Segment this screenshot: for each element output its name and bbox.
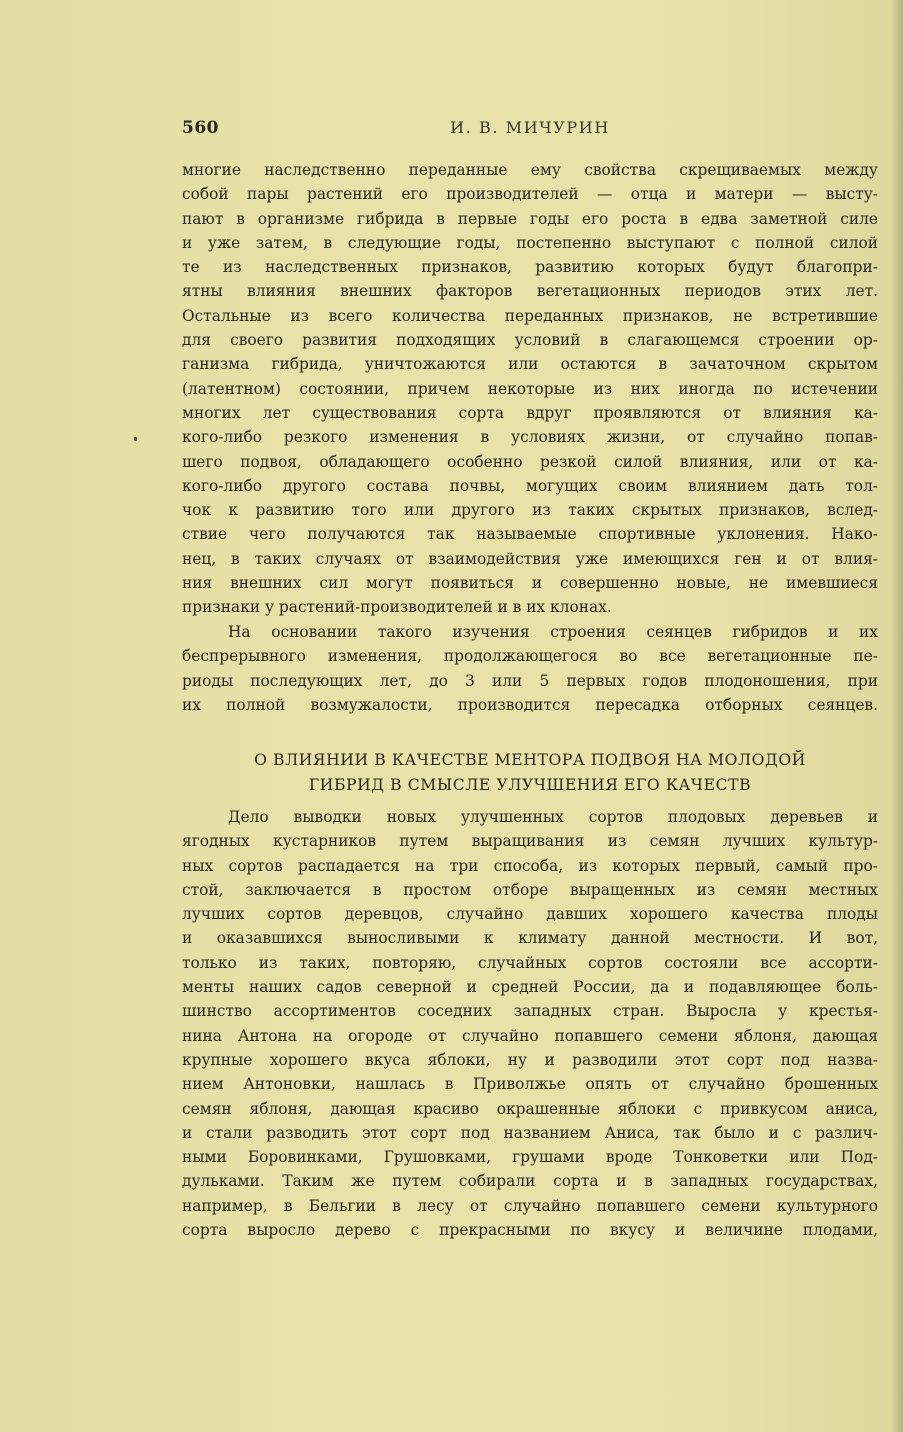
- text-line: шинство ассортиментов соседних западных стран. Выросла у крестья-: [182, 1002, 878, 1021]
- text-line: и стали разводить этот сорт под названием Аниса, так было и с различ-: [182, 1123, 878, 1142]
- text-line: те из наследственных признаков, развитию которых будут благопри-: [182, 258, 878, 277]
- text-line: кого-либо резкого изменения в условиях жизни, от случайно попав-: [182, 428, 878, 447]
- text-line: нец, в таких случаях от взаимодействия уже имеющихся ген и от влия-: [182, 549, 878, 568]
- page-edge-shadow: [891, 0, 903, 1432]
- section-heading-line: О ВЛИЯНИИ В КАЧЕСТВЕ МЕНТОРА ПОДВОЯ НА МОЛОДОЙ: [254, 751, 806, 769]
- text-line: ганизма гибрида, уничтожаются или остаются в зачаточном скрытом: [182, 355, 878, 374]
- section-heading-line: ГИБРИД В СМЫСЛЕ УЛУЧШЕНИЯ ЕГО КАЧЕСТВ: [308, 776, 752, 794]
- text-line: их полной возмужалости, производится пересадка отборных сеянцев.: [182, 695, 878, 714]
- text-line: для своего развития подходящих условий в слагающемся строении ор-: [182, 331, 878, 350]
- text-line: собой пары растений его производителей — отца и матери — высту-: [182, 185, 878, 204]
- text-line: ния внешних сил могут появиться и совершенно новые, не имевшиеся: [182, 574, 878, 593]
- paragraph-section-body: [182, 805, 878, 1242]
- text-line: многие наследственно переданные ему свойства скрещиваемых между: [182, 161, 878, 179]
- text-line: нина Антона на огороде от случайно попавшего семени яблоня, дающая: [182, 1026, 878, 1045]
- text-line: На основании такого изучения строения сеянцев гибридов и их: [228, 623, 878, 641]
- text-line: Остальные из всего количества переданных признаков, не встретившие: [182, 306, 878, 325]
- section-heading: [182, 748, 878, 798]
- text-line: признаки у растений-производителей и в их клонах.: [182, 598, 612, 617]
- text-line: чок к развитию того или другого из таких скрытых признаков, вслед-: [182, 501, 878, 520]
- text-line: только из таких, повторяю, случайных сортов состояли все ассорти-: [182, 953, 878, 972]
- text-line: ствие чего получаются так называемые спортивные уклонения. Нако-: [182, 525, 878, 544]
- running-head-author: И. В. МИЧУРИН: [450, 118, 610, 137]
- text-line: и оказавшихся выносливыми к климату данной местности. И вот,: [182, 929, 878, 948]
- text-line: нием Антоновки, нашлась в Приволжье опять от случайно брошенных: [182, 1075, 878, 1094]
- paragraph-continued: [182, 158, 878, 620]
- text-line: шего подвоя, обладающего особенно резкой силой влияния, или от ка-: [182, 452, 878, 471]
- text-line: Дело выводки новых улучшенных сортов плодовых деревьев и: [228, 808, 878, 826]
- text-line: пают в организме гибрида в первые годы его роста в едва заметной силе: [182, 209, 878, 228]
- text-line: крупные хорошего вкуса яблоки, ну и разводили этот сорт под назва-: [182, 1050, 878, 1069]
- text-line: ными Боровинками, Грушовками, грушами вроде Тонковетки или Под-: [182, 1148, 878, 1167]
- text-line: лучших сортов деревцов, случайно давших хорошего качества плоды: [182, 905, 878, 924]
- text-line: семян яблоня, дающая красиво окрашенные яблоки с привкусом аниса,: [182, 1099, 878, 1118]
- text-line: и уже затем, в следующие годы, постепенно выступают с полной силой: [182, 233, 878, 252]
- text-line: менты наших садов северной и средней России, да и подавляющее боль-: [182, 978, 878, 997]
- page-number: 560: [182, 118, 219, 138]
- text-line: сорта выросло дерево с прекрасными по вкусу и величине плодами,: [182, 1221, 878, 1240]
- text-line: беспрерывного изменения, продолжающегося во все вегетационные пе-: [182, 647, 878, 666]
- text-line: многих лет существования сорта вдруг проявляются от влияния ка-: [182, 403, 878, 422]
- text-line: риоды последующих лет, до 3 или 5 первых годов плодоношения, при: [182, 671, 878, 690]
- text-line: кого-либо другого состава почвы, могущих своим влиянием дать тол-: [182, 476, 878, 495]
- text-line: ных сортов распадается на три способа, из которых первый, самый про-: [182, 856, 878, 875]
- text-line: (латентном) состоянии, причем некоторые из них иногда по истечении: [182, 379, 878, 398]
- print-speck: [134, 437, 137, 441]
- text-line: дульками. Таким же путем собирали сорта и в западных государствах,: [182, 1172, 878, 1191]
- text-line: например, в Бельгии в лесу от случайно попавшего семени культурного: [182, 1196, 878, 1215]
- page-header: [182, 118, 878, 142]
- paragraph-transplant: [182, 620, 878, 717]
- text-line: ятны влияния внешних факторов вегетационных периодов этих лет.: [182, 282, 878, 301]
- text-line: стой, заключается в простом отборе выращенных из семян местных: [182, 880, 878, 899]
- text-line: ягодных кустарников путем выращивания из семян лучших культур-: [182, 832, 878, 851]
